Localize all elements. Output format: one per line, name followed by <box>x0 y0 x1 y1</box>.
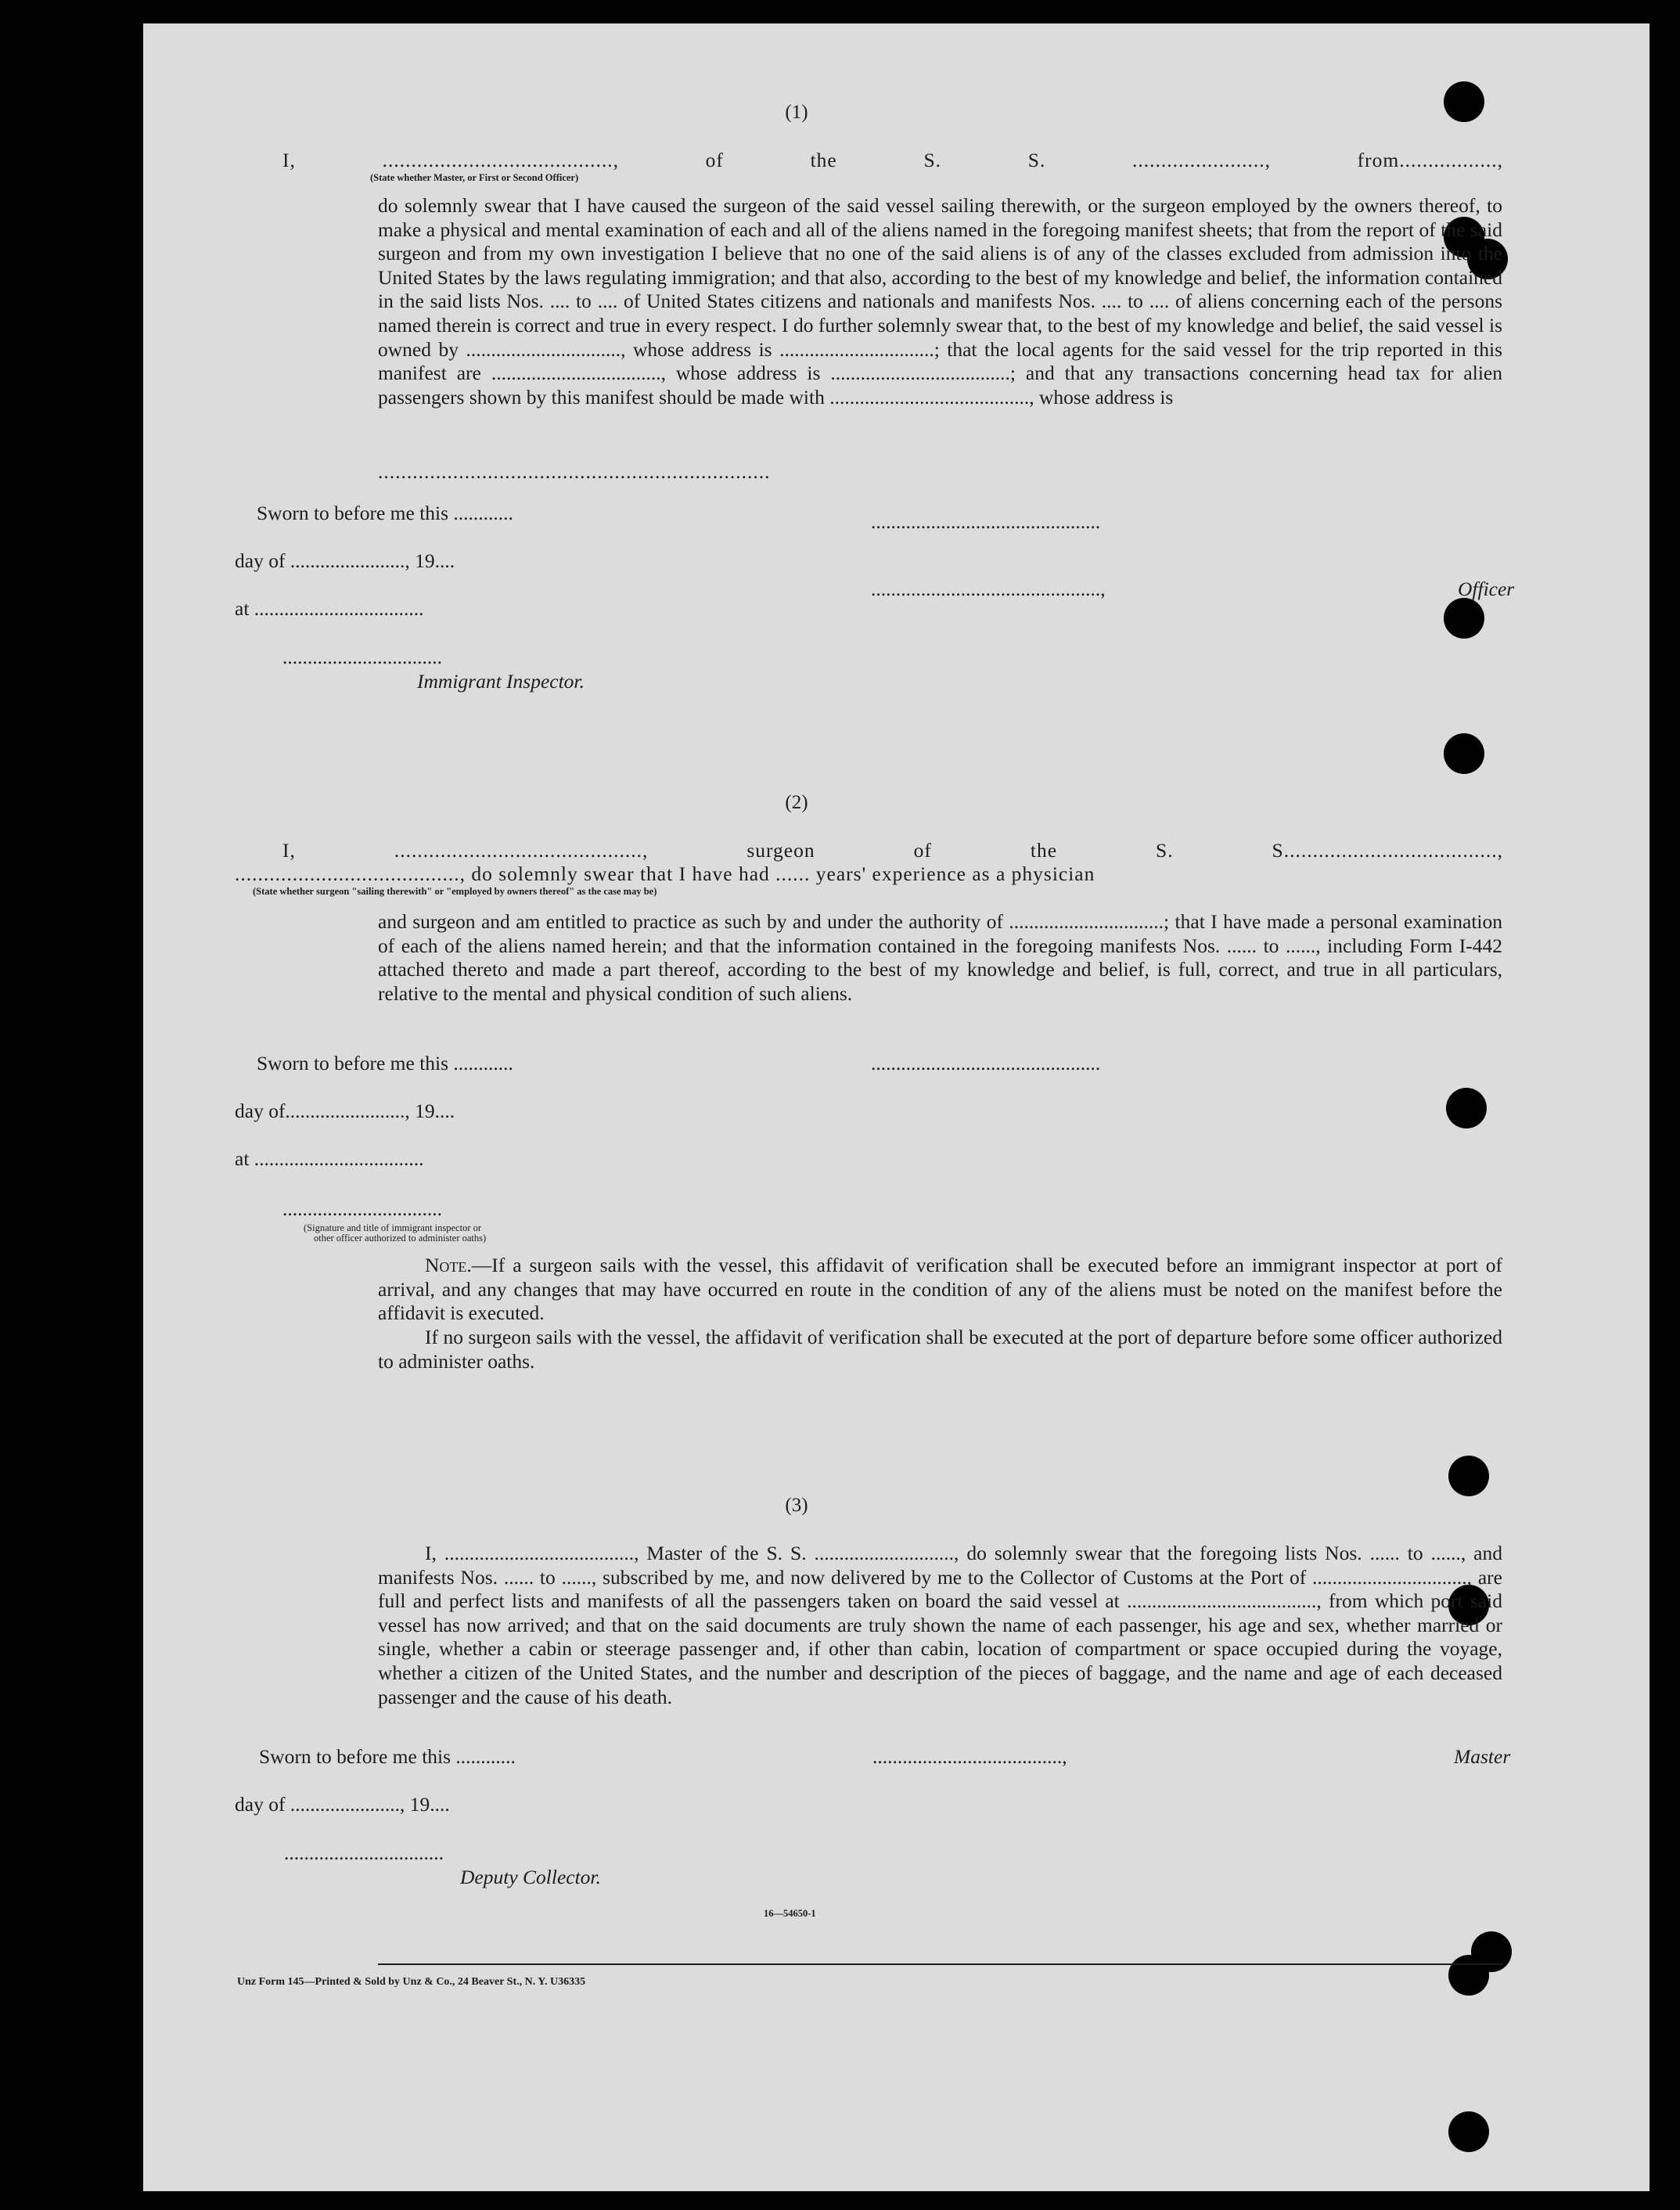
s1-officer-dots: .............................................., <box>871 578 1106 600</box>
s3-day-line: day of ......................, 19.... <box>235 1793 450 1816</box>
s2-at-line: at .................................. <box>235 1147 424 1170</box>
punch-hole <box>1448 2111 1489 2152</box>
manifest-affidavit-sheet <box>143 23 1649 2191</box>
s1-day-line: day of ......................., 19.... <box>235 549 455 572</box>
section-3-number: (3) <box>785 1495 808 1516</box>
s3-sworn-line: Sworn to before me this ............ <box>259 1745 516 1768</box>
s2-surgeon-note: (State whether surgeon "sailing therewith" or "employed by owners thereof" as the case may be) <box>253 886 657 897</box>
section-2-number: (2) <box>785 792 808 813</box>
s1-inspector-dots: ................................ <box>282 646 442 668</box>
s1-oath-paragraph-end: .................................................................... <box>378 460 771 483</box>
s2-second-line: ......................................., do solemnly swear that I have had ...... years' experience as a physician <box>235 862 1095 885</box>
s2-oath-paragraph: and surgeon and am entitled to practice as such by and under the authority of ...............................; that I have made a personal examination of each of the aliens named herein; and that the information contained in the foregoing manifests Nos. ...... to ......, including Form I-442 attached thereto and made a part thereof, according to the best of my knowledge and belief, is full, correct, and true in all particulars, relative to the mental and physical condition of such aliens. <box>378 910 1502 1005</box>
s2-signature-line: .............................................. <box>871 1052 1101 1074</box>
s3-master-title: Master <box>1454 1745 1511 1768</box>
punch-hole <box>1444 598 1484 639</box>
s2-day-line: day of........................, 19.... <box>235 1100 455 1122</box>
s1-opening-line: I, ........................................, of the S. S. ......................., from................., <box>282 149 1503 171</box>
s3-master-dots: ......................................, <box>872 1745 1067 1768</box>
s3-collector-title: Deputy Collector. <box>460 1866 601 1888</box>
s3-collector-dots: ................................ <box>284 1841 444 1864</box>
form-code: 16—54650-1 <box>764 1908 816 1919</box>
s2-inspector-note-1: (Signature and title of immigrant inspector or <box>304 1222 482 1233</box>
note-text: —If a surgeon sails with the vessel, this affidavit of verification shall be executed before an immigrant inspector at port of arrival, and any changes that may have occurred en route in the condition of any of the aliens must be noted on the manifest before the affidavit is executed. <box>378 1254 1502 1325</box>
note-label: Note. <box>425 1254 472 1276</box>
s1-oath-paragraph: do solemnly swear that I have caused the surgeon of the said vessel sailing therewith, or the surgeon employed by the owners thereof, to make a physical and mental examination of each and all of the aliens named in the foregoing manifest sheets; that from the report of the said surgeon and from my own investigation I believe that no one of the said aliens is of any of the classes excluded from admission into the United States by the laws regulating immigration; and that also, according to the best of my knowledge and belief, the information contained in the said lists Nos. .... to .... of United States citizens and nationals and manifests Nos. .... to .... of aliens concerning each of the persons named therein is correct and true in every respect. I do further solemnly swear that, to the best of my knowledge and belief, the said vessel is owned by ..............................., whose address is ...............................; that the local agents for the said vessel for the trip reported in this manifest are .................................., whose address is ....................................; and that any transactions concerning head tax for alien passengers shown by this manifest should be made with ........................................, whose address is <box>378 194 1502 409</box>
footer-rule <box>378 1963 1502 1965</box>
punch-hole <box>1444 733 1484 774</box>
s2-inspector-note-2: other officer authorized to administer oaths) <box>314 1233 487 1244</box>
s2-sworn-line: Sworn to before me this ............ <box>257 1052 513 1074</box>
s1-inspector-title: Immigrant Inspector. <box>417 670 585 693</box>
punch-hole <box>1448 1955 1489 1996</box>
punch-hole <box>1448 1456 1489 1496</box>
s1-at-line: at .................................. <box>235 597 424 620</box>
s3-oath-paragraph: I, ......................................, Master of the S. S. ............................, do solemnly swear that the foregoing lists Nos. ...... to ......, and manifests Nos. ...... to ......, subscribed by me, and now delivered by me to the Collector of Customs at the Port of ..............................., are full and perfect lists and manifests of all the passengers taken on board the said vessel at ......................................, from which port said vessel has now arrived; and that on the said documents are truly shown the name of each passenger, his age and sex, whether married or single, whether a cabin or steerage passenger and, if other than cabin, location of compartment or space occupied during the voyage, whether a citizen of the United States, and the number and description of the pieces of baggage, and the name and age of each deceased passenger and the cause of his death. <box>378 1542 1502 1708</box>
punch-hole <box>1444 81 1484 122</box>
punch-hole <box>1446 1088 1487 1128</box>
s1-officer-title: Officer <box>1458 578 1515 600</box>
section-1-number: (1) <box>785 102 808 123</box>
s2-note-paragraph-2: If no surgeon sails with the vessel, the affidavit of verification shall be executed at the port of departure before some officer authorized to administer oaths. <box>378 1326 1502 1373</box>
printer-footer: Unz Form 145—Printed & Sold by Unz & Co., 24 Beaver St., N. Y. U36335 <box>237 1976 586 1988</box>
s2-opening-line: I, ..........................................., surgeon of the S. S....................................., <box>282 839 1503 862</box>
s2-note-paragraph <box>378 1254 1502 1326</box>
s1-sworn-line: Sworn to before me this ............ <box>257 502 513 524</box>
s2-inspector-dots: ................................ <box>282 1197 442 1220</box>
s1-officer-note: (State whether Master, or First or Second Officer) <box>370 172 579 183</box>
s1-signature-line: .............................................. <box>871 510 1101 533</box>
